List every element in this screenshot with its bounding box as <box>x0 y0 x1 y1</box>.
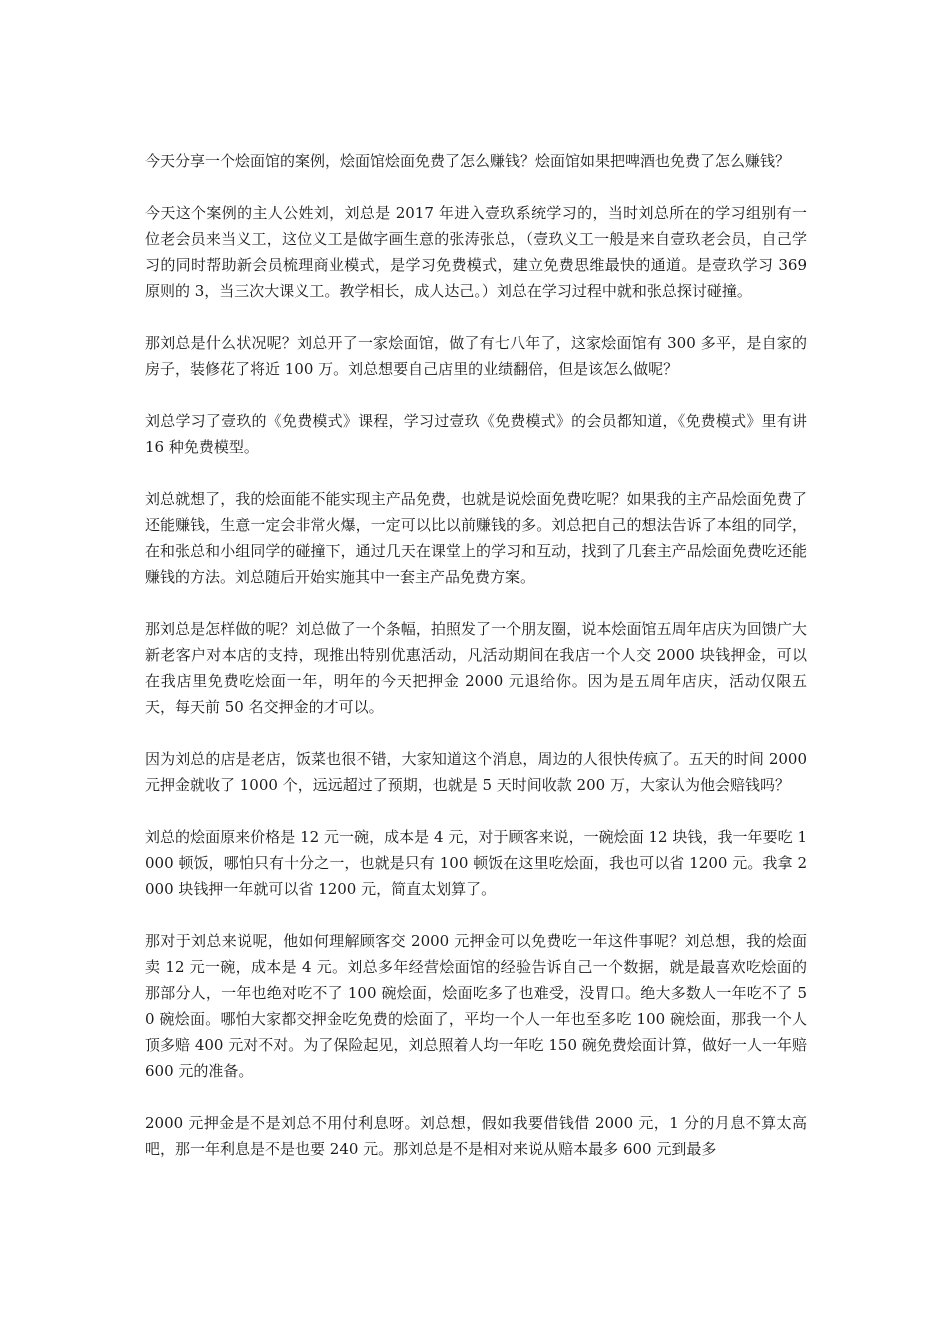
paragraph-campaign: 那刘总是怎样做的呢？刘总做了一个条幅，拍照发了一个朋友圈，说本烩面馆五周年店庆为回馈广大新老客户对本店的支持，现推出特别优惠活动，凡活动期间在我店一个人交 2000 块钱押金，可以在我店里免费吃烩面一年，明年的今天把押金 2000 元退给你。因为是五周年店庆，活动仅限五天，每天前 50 名交押金的才可以。 <box>145 620 807 716</box>
paragraph-situation: 那刘总是什么状况呢？刘总开了一家烩面馆，做了有七八年了，这家烩面馆有 300 多平，是自家的房子，装修花了将近 100 万。刘总想要自己店里的业绩翻倍，但是该怎么做呢？ <box>145 334 807 378</box>
document-body <box>145 148 807 1188</box>
paragraph-result: 因为刘总的店是老店，饭菜也很不错，大家知道这个消息，周边的人很快传疯了。五天的时间 2000 元押金就收了 1000 个，远远超过了预期，也就是 5 天时间收款 200 万，大家认为他会赔钱吗？ <box>145 750 807 794</box>
paragraph-customer-view: 刘总的烩面原来价格是 12 元一碗，成本是 4 元，对于顾客来说，一碗烩面 12 块钱，我一年要吃 1000 顿饭，哪怕只有十分之一，也就是只有 100 顿饭在这里吃烩面，我也可以省 1200 元。我拿 2000 块钱押一年就可以省 1200 元，简直太划算了。 <box>145 828 807 898</box>
paragraph-owner-view: 那对于刘总来说呢，他如何理解顾客交 2000 元押金可以免费吃一年这件事呢？刘总想，我的烩面卖 12 元一碗，成本是 4 元。刘总多年经营烩面馆的经验告诉自己一个数据，就是最喜欢吃烩面的那部分人，一年也绝对吃不了 100 碗烩面，烩面吃多了也难受，没胃口。绝大多数人一年吃不了 50 碗烩面。哪怕大家都交押金吃免费的烩面了，平均一个人一年也至多吃 100 碗烩面，那我一个人顶多赔 400 元对不对。为了保险起见，刘总照着人均一年吃 150 碗免费烩面计算，做好一人一年赔 600 元的准备。 <box>145 932 807 1080</box>
paragraph-idea: 刘总就想了，我的烩面能不能实现主产品免费，也就是说烩面免费吃呢？如果我的主产品烩面免费了还能赚钱，生意一定会非常火爆，一定可以比以前赚钱的多。刘总把自己的想法告诉了本组的同学，在和张总和小组同学的碰撞下，通过几天在课堂上的学习和互动，找到了几套主产品烩面免费吃还能赚钱的方法。刘总随后开始实施其中一套主产品免费方案。 <box>145 490 807 586</box>
paragraph-intro: 今天分享一个烩面馆的案例，烩面馆烩面免费了怎么赚钱？烩面馆如果把啤酒也免费了怎么赚钱？ <box>145 152 791 170</box>
paragraph-interest: 2000 元押金是不是刘总不用付利息呀。刘总想，假如我要借钱借 2000 元，1 分的月息不算太高吧，那一年利息是不是也要 240 元。那刘总是不是相对来说从赔本最多 600 元到最多 <box>145 1114 807 1158</box>
paragraph-course: 刘总学习了壹玖的《免费模式》课程，学习过壹玖《免费模式》的会员都知道，《免费模式》里有讲 16 种免费模型。 <box>145 412 807 456</box>
paragraph-protagonist: 今天这个案例的主人公姓刘，刘总是 2017 年进入壹玖系统学习的，当时刘总所在的学习组别有一位老会员来当义工，这位义工是做字画生意的张涛张总，（壹玖义工一般是来自壹玖老会员，自己学习的同时帮助新会员梳理商业模式，是学习免费模式，建立免费思维最快的通道。是壹玖学习 369 原则的 3，当三次大课义工。教学相长，成人达己。）刘总在学习过程中就和张总探讨碰撞。 <box>145 204 807 300</box>
